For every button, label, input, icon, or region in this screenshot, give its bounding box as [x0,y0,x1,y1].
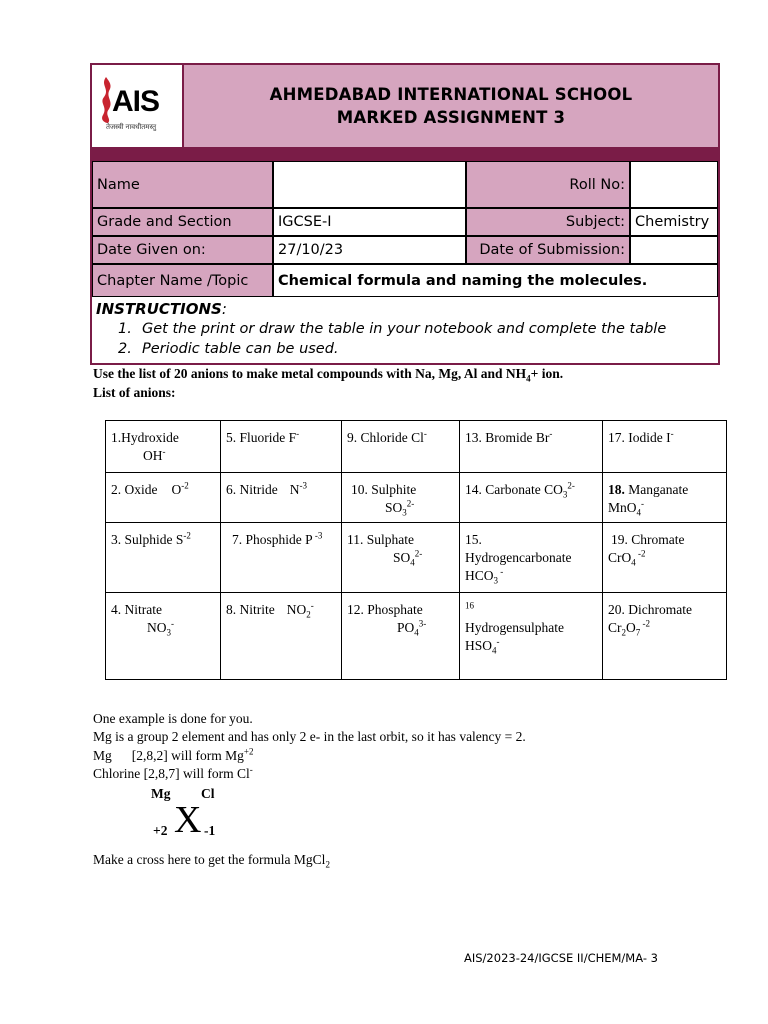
anion-cell: 1.Hydroxide OH- [106,421,221,473]
school-name: AHMEDABAD INTERNATIONAL SCHOOL [269,85,633,104]
anion-cell: 11. Sulphate $SO_4^{2-}$ [342,523,460,593]
example-text: Mg [2,8,2] will form $Mg^{+2}$ [93,746,254,763]
anion-cell: 7. Phosphide P $^{-3}$ [221,523,342,593]
anion-cell: $^{16}$ Hydrogensulphate $HSO_4^-$ [460,593,603,680]
valency-cl: -1 [204,823,216,838]
date-given-value: 27/10/23 [273,236,466,264]
grade-label: Grade and Section [92,208,273,236]
anion-cell: 18. Manganate MnO$_4$- [603,473,727,523]
anion-cell: 5. Fluoride F- [221,421,342,473]
task-line: Use the list of 20 anions to make metal compounds with Na, Mg, Al and $NH_4+$ ion. [93,366,564,384]
anion-cell: 2. Oxide $O^{-2}$ [106,473,221,523]
valency-mg: +2 [153,823,168,838]
grade-value: IGCSE-I [273,208,466,236]
instruction-item: Get the print or draw the table in your notebook and complete the table [142,321,667,337]
anion-cell: 15. Hydrogencarbonate $HCO_3$ - [460,523,603,593]
instructions-title: INSTRUCTIONS: [96,300,227,318]
anion-cell: 14. Carbonate $CO_3^{2-}$ [460,473,603,523]
date-given-label: Date Given on: [92,236,273,264]
instruction-marker: 2. [118,341,132,357]
roll-label: Roll No: [466,161,630,208]
submission-field[interactable] [630,236,718,264]
anion-cell: 6. Nitride $N^{-3}$ [221,473,342,523]
anion-cell: 3. Sulphide $S^{-2}$ [106,523,221,593]
school-logo [92,65,184,147]
logo-text: AIS [112,85,160,118]
example-text: Make a cross here to get the formula MgCl$_2$ [93,852,330,870]
anion-cell: 10. Sulphite $SO_3^{2-}$ [342,473,460,523]
cross-symbol: X [174,799,202,841]
subject-label: Subject: [466,208,630,236]
name-label: Name [92,161,273,208]
anion-cell: 4. Nitrate $NO_3^-$ [106,593,221,680]
example-text: One example is done for you. [93,711,253,726]
task-line: List of anions: [93,385,176,400]
chapter-value: Chemical formula and naming the molecules. [273,264,718,297]
anion-cell: 8. Nitrite $NO_2^-$ [221,593,342,680]
element-mg: Mg [151,786,171,801]
header-band [92,147,718,161]
instruction-marker: 1. [118,321,132,337]
footer-code: AIS/2023-24/IGCSE II/CHEM/MA- 3 [464,951,658,965]
anion-cell: 9. Chloride Cl- [342,421,460,473]
anion-cell: 20. Dichromate $Cr_2O_7$ $^{-2}$ [608,602,692,638]
chapter-label: Chapter Name /Topic [92,264,273,297]
anion-cell: 13. Bromide Br- [460,421,603,473]
roll-field[interactable] [630,161,718,208]
subject-value: Chemistry [630,208,718,236]
assignment-title: MARKED ASSIGNMENT 3 [336,108,566,127]
example-text: Chlorine [2,8,7] will form Cl- [93,764,253,781]
instruction-item: Periodic table can be used. [142,341,339,357]
anion-cell: 19. Chromate CrO$_4$ $^{-2}$ [603,523,727,593]
example-text: Mg is a group 2 element and has only 2 e- in the last orbit, so it has valency = 2. [93,729,526,744]
name-field[interactable] [273,161,466,208]
submission-label: Date of Submission: [466,236,630,264]
anion-cell: 12. Phosphate $PO_4^{3-}$ [342,593,460,680]
logo-tagline: तेजस्वी नावधीतमस्तु [106,124,157,131]
element-cl: Cl [201,786,215,801]
title-banner [184,65,718,147]
anion-table [105,420,727,680]
anion-cell: 17. Iodide I- [603,421,727,473]
